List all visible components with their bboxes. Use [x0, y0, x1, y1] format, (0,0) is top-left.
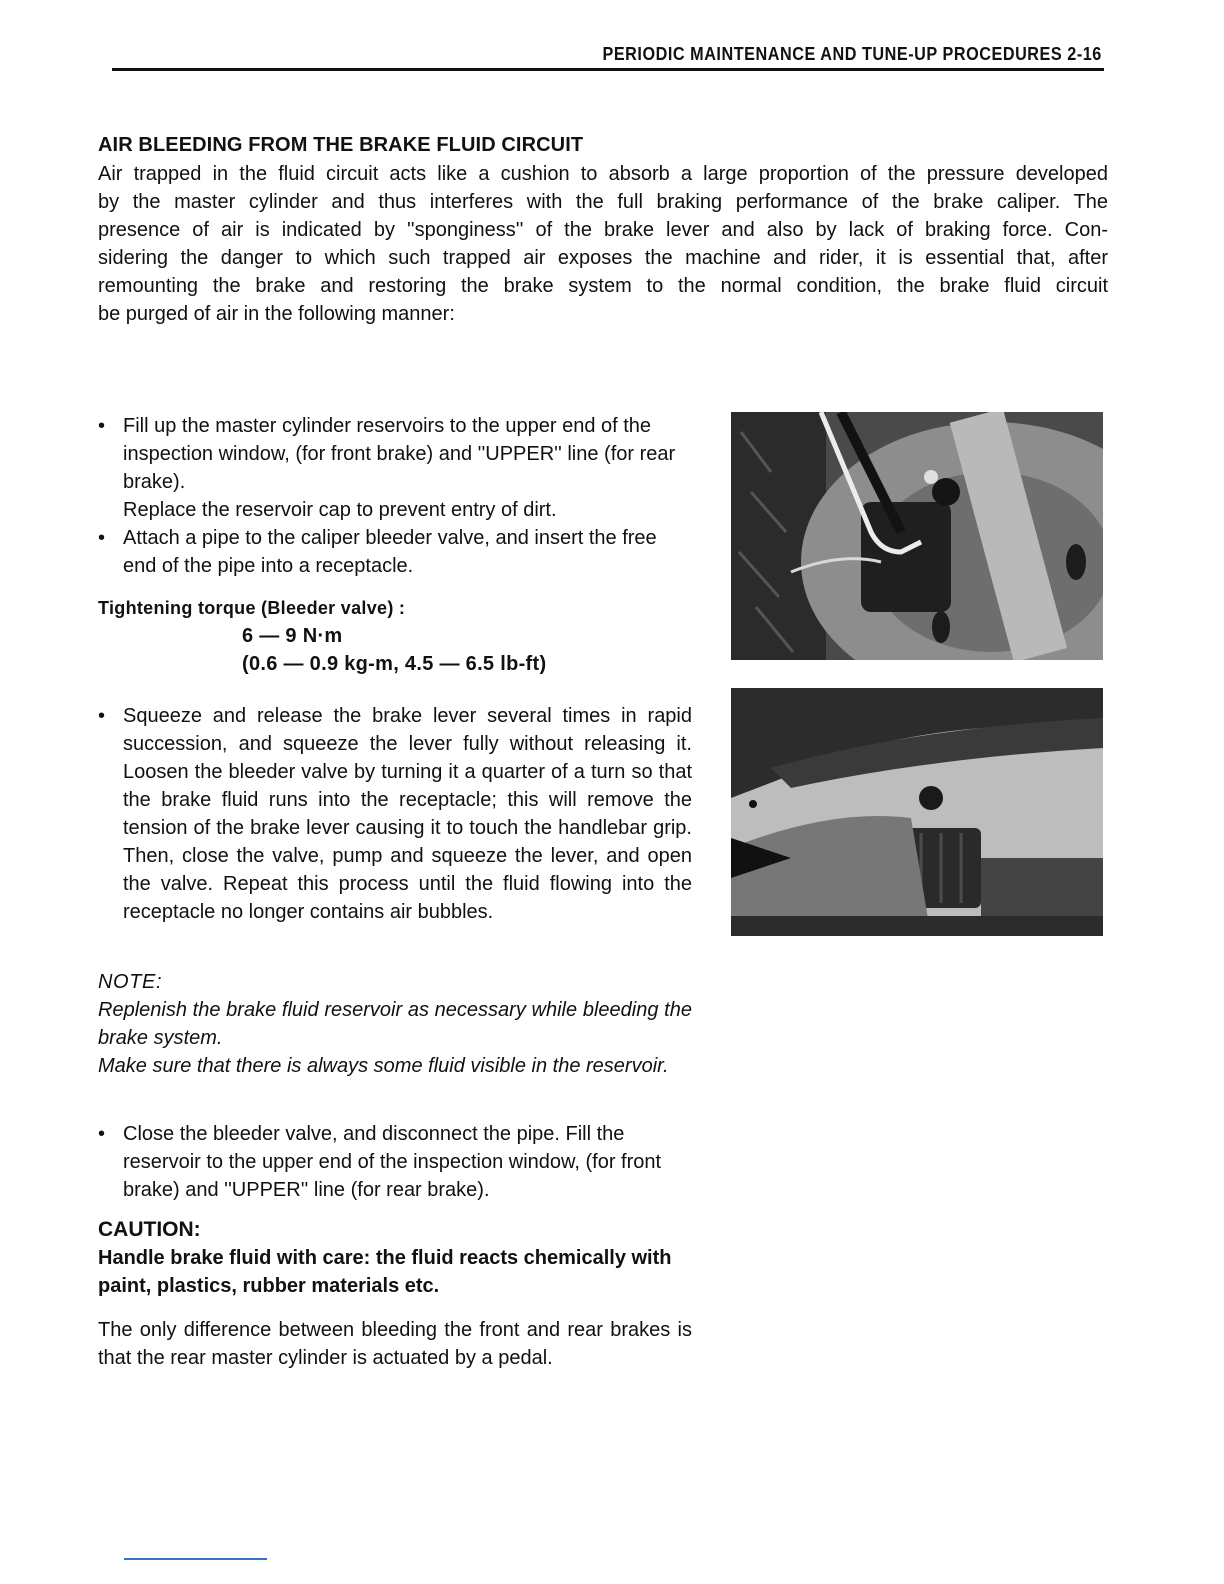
header-rule [112, 68, 1104, 71]
step-item [98, 702, 692, 926]
intro-line: be purged of air in the following manner: [98, 303, 455, 325]
steps-block-1 [98, 412, 692, 580]
caution-text: Handle brake fluid with care: the fluid reacts chemically with paint, plastics, rubber materials etc. [98, 1247, 672, 1297]
step-text: Close the bleeder valve, and disconnect the pipe. Fill the reservoir to the upper end of the inspection window, (for front brake) and ''UPPER'' line (for rear brake). [123, 1123, 662, 1201]
steps-block-3 [98, 1120, 692, 1204]
intro-line: by the master cylinder and thus interferes with the full braking performance of the brake caliper. The [98, 191, 1108, 213]
intro-line: remounting the brake and restoring the brake system to the normal condition, the brake fluid circuit [98, 275, 1108, 297]
intro-line: presence of air is indicated by ''sponginess'' of the brake lever and also by lack of braking force. Con- [98, 219, 1108, 241]
rear-caliper-photo [731, 688, 1103, 936]
step-text: Squeeze and release the brake lever several times in rapid succession, and squeeze the lever fully without releasing it. Loosen the bleeder valve by turning it a quarter of a turn so that the brake fluid runs into the receptacle; this will remove the tension of the brake lever causing it to touch the handlebar grip. Then, close the valve, pump and squeeze the lever, and open the valve. Repeat this process until the fluid flowing into the receptacle no longer contains air bubbles. [123, 705, 692, 923]
intro-line: Air trapped in the fluid circuit acts like a cushion to absorb a large proportion of the pressure developed [98, 163, 1108, 185]
step-item [98, 1120, 692, 1204]
section-heading: AIR BLEEDING FROM THE BRAKE FLUID CIRCUIT [98, 134, 584, 156]
step-item [98, 412, 692, 524]
closing-paragraph [98, 1316, 692, 1372]
note-line: Replenish the brake fluid reservoir as necessary while bleeding the brake system. [98, 999, 692, 1049]
step-text: Attach a pipe to the caliper bleeder valve, and insert the free end of the pipe into a receptacle. [123, 527, 657, 577]
intro-paragraph [98, 160, 1108, 328]
torque-value-metric: 6 — 9 N·m [242, 625, 343, 647]
footer-accent-line [124, 1558, 267, 1560]
front-caliper-photo [731, 412, 1103, 660]
torque-spec [98, 594, 692, 678]
step-text: Fill up the master cylinder reservoirs to the upper end of the inspection window, (for front brake) and ''UPPER'' line (for rear brake). [123, 415, 676, 493]
note-block [98, 968, 692, 1080]
note-label: NOTE: [98, 971, 163, 993]
caution-label: CAUTION: [98, 1218, 201, 1241]
page-header-title: PERIODIC MAINTENANCE AND TUNE-UP PROCEDURES 2-16 [602, 44, 1102, 64]
intro-line: sidering the danger to which such trapped air exposes the machine and rider, it is essential that, after [98, 247, 1108, 269]
note-line: Make sure that there is always some fluid visible in the reservoir. [98, 1055, 669, 1077]
caution-block [98, 1216, 692, 1300]
closing-text: The only difference between bleeding the front and rear brakes is that the rear master cylinder is actuated by a pedal. [98, 1319, 692, 1369]
torque-label: Tightening torque (Bleeder valve) : [98, 598, 406, 618]
step-item [98, 524, 692, 580]
step-subtext: Replace the reservoir cap to prevent entry of dirt. [123, 499, 557, 521]
torque-value-alt: (0.6 — 0.9 kg-m, 4.5 — 6.5 lb-ft) [242, 653, 547, 675]
steps-block-2 [98, 702, 692, 926]
